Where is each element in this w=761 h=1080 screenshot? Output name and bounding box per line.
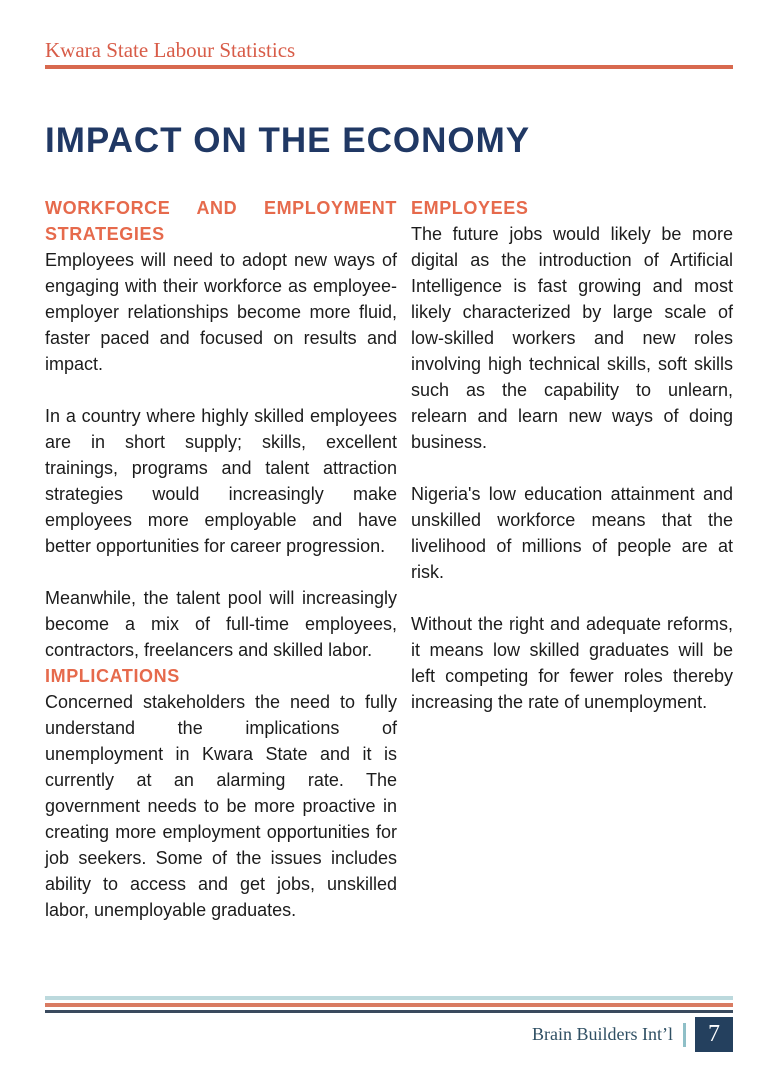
footer-brand-row [45, 1017, 733, 1052]
page-footer [45, 996, 733, 1052]
paragraph: Concerned stakeholders the need to fully understand the implications of unemployment in Kwara State and it is currently at an alarming rate. The government needs to be more proactive in creating more employment opportunities for job seekers. Some of the issues includes ability to access and get jobs, unskilled labor, unemployable graduates. [45, 692, 397, 920]
section-heading-implications: IMPLICATIONS [45, 666, 180, 686]
footer-rule-light [45, 996, 733, 1000]
paragraph: Without the right and adequate reforms, it means low skilled graduates will be left competing for fewer roles thereby increasing the rate of unemployment. [411, 614, 733, 712]
header-title: Kwara State Labour Statistics [45, 38, 296, 62]
footer-rule-orange [45, 1003, 733, 1007]
page-number: 7 [708, 1021, 720, 1047]
footer-brand-text: Brain Builders Int’l [532, 1024, 673, 1044]
page-number-box [695, 1017, 733, 1052]
paragraph: Nigeria's low education attainment and unskilled workforce means that the livelihood of millions of people are at risk. [411, 484, 733, 582]
paragraph: The future jobs would likely be more digital as the introduction of Artificial Intelligence is fast growing and most likely characterized by large scale of low-skilled workers and new roles involving high technical skills, soft skills such as the capability to unlearn, relearn and learn new ways of doing business. [411, 224, 733, 452]
section-heading-employees: EMPLOYEES [411, 198, 529, 218]
page-title: IMPACT ON THE ECONOMY [45, 121, 531, 160]
header-rule [45, 65, 733, 69]
section-heading-workforce-strategies: WORKFORCE AND EMPLOYMENT STRATEGIES [45, 198, 397, 244]
footer-divider-tick [683, 1023, 686, 1047]
footer-rule-navy [45, 1010, 733, 1013]
paragraph: Meanwhile, the talent pool will increasingly become a mix of full-time employees, contractors, freelancers and skilled labor. [45, 588, 397, 660]
paragraph: Employees will need to adopt new ways of engaging with their workforce as employee-employer relationships become more fluid, faster paced and focused on results and impact. [45, 250, 397, 374]
right-column [411, 195, 733, 949]
page-header [45, 0, 733, 69]
content-columns [45, 195, 733, 949]
paragraph: In a country where highly skilled employees are in short supply; skills, excellent trainings, programs and talent attraction strategies would increasingly make employees more employable and have better opportunities for career progression. [45, 406, 397, 556]
left-column [45, 195, 397, 949]
